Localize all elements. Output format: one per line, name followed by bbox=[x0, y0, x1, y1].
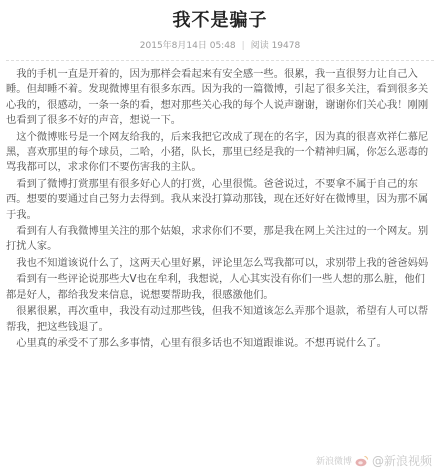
article-date: 2015年8月14日 05:48 bbox=[139, 41, 236, 51]
watermark bbox=[316, 452, 432, 469]
article-title: 我不是骗子 bbox=[172, 10, 268, 31]
paragraph-4: 看到有人有我微博里关注的那个姑娘，求求你们不要，那是我在网上关注过的一个网友。别打扰人家。 bbox=[6, 225, 429, 253]
watermark-text: @新浪视频 bbox=[371, 454, 432, 468]
paragraph-6: 看到有一些评论说那些大V也在牟利，我想说，人心其实没有你们一些人想的那么脏，他们都是好人，都给我发来信息，说想要帮助我，很感激他们。 bbox=[6, 273, 425, 301]
article-views: 阅读 19478 bbox=[250, 41, 301, 51]
article-body bbox=[0, 61, 440, 351]
article-meta bbox=[0, 40, 440, 52]
paragraph-5: 我也不知道该说什么了，这两天心里好累，评论里怎么骂我都可以，求别带上我的爸爸妈妈 bbox=[16, 256, 429, 269]
paragraph-8: 心里真的承受不了那么多事情，心里有很多话也不知道跟谁说。不想再说什么了。 bbox=[16, 336, 387, 349]
paragraph-3: 看到了微博打赏那里有很多好心人的打赏，心里很慌。爸爸说过，不要拿不属于自己的东西。想要的要通过自己努力去得到。我从来没打算动那钱，现在还好好在微博里，因为那不属于我。 bbox=[6, 177, 429, 221]
meta-separator: | bbox=[241, 41, 245, 51]
weibo-brand: 新浪微博 bbox=[315, 457, 352, 467]
paragraph-7: 很累很累，再次重申，我没有动过那些钱，但我不知道该怎么弄那个退款，希望有人可以帮帮我，把这些钱退了。 bbox=[6, 305, 429, 333]
paragraph-2: 这个微博账号是一个网友给我的，后来我把它改成了现在的名字，因为真的很喜欢祥仁慕尼黑，喜欢那里的每个球员，二哈，小猪，队长，那里已经是我的一个精神归属，你怎么恶毒的骂我都可以，求求你们不要伤害我的主队。 bbox=[6, 130, 429, 174]
weibo-logo-icon bbox=[355, 455, 369, 467]
paragraph-1: 我的手机一直是开着的，因为那样会看起来有安全感一些。很累，我一直很努力让自己入睡。但却睡不着。发现微博里有很多东西。因为我的一篇微博，引起了很多关注，看到很多关心我的，很感动，一条一条的看，想对那些关心我的每个人说声谢谢，谢谢你们关心我！刚刚也看到了很多不好的声音，想说一下。 bbox=[6, 68, 429, 127]
